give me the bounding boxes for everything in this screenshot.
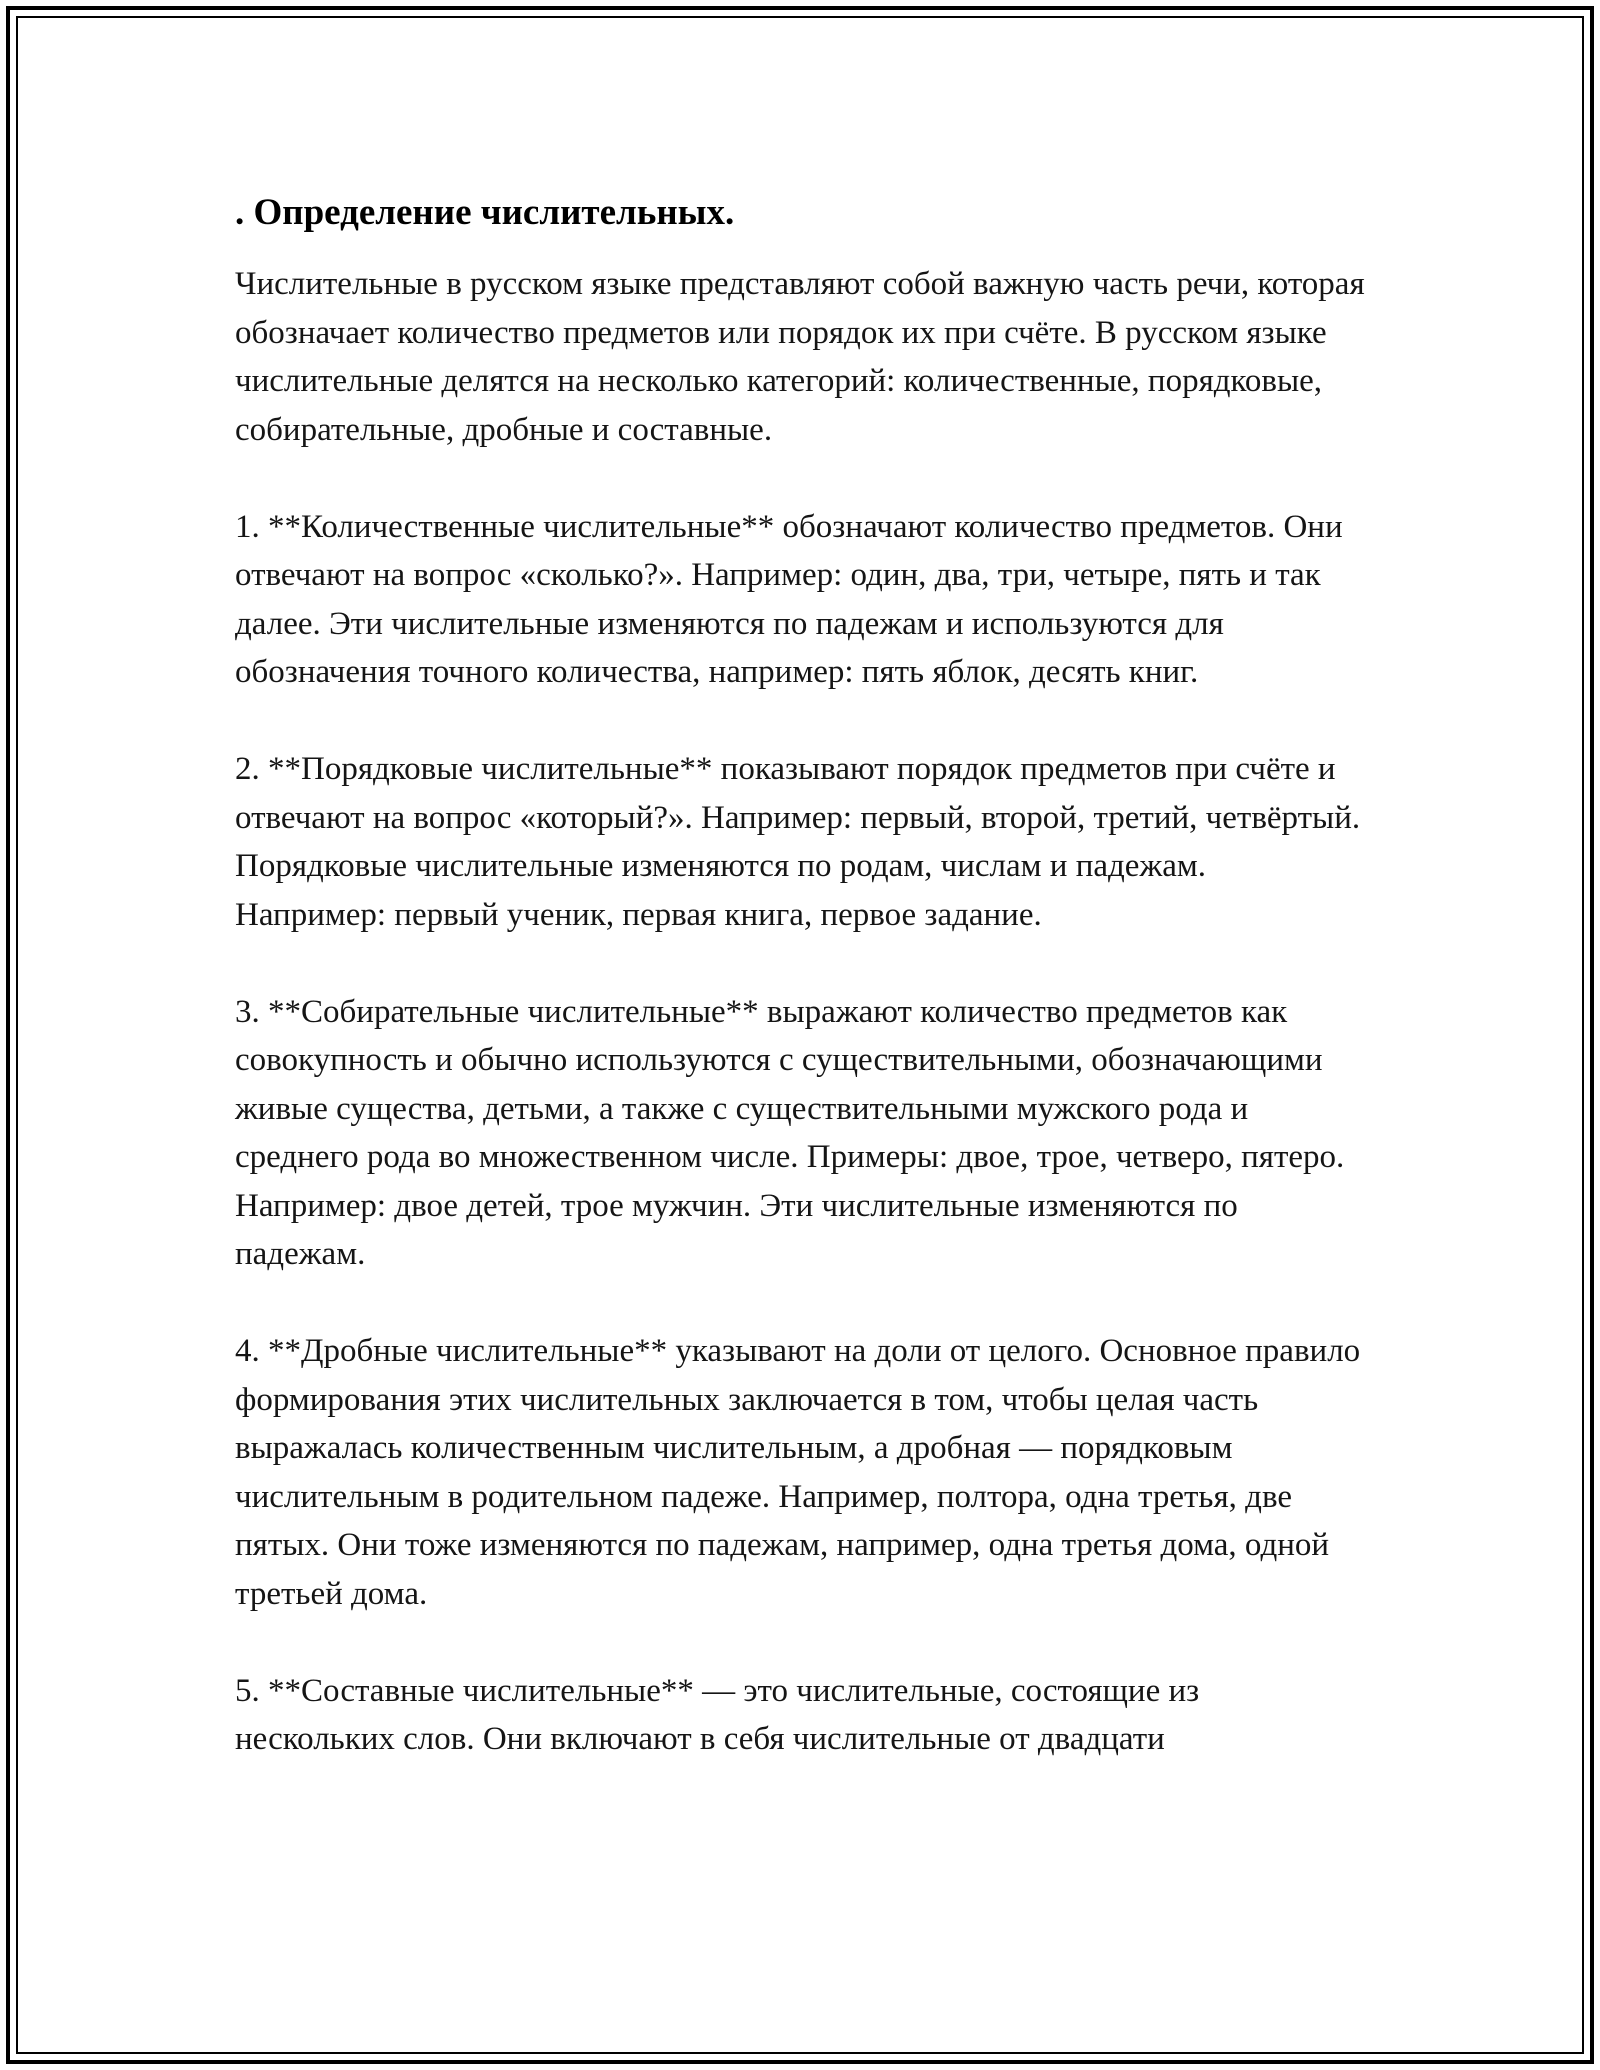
paragraph-fractional: 4. **Дробные числительные** указывают на доли от целого. Основное правило формирования этих числительных заключается в том, чтобы целая часть выражалась количественным числительным, а дробная — порядковым числительным в родительном падеже. Например, полтора, одна третья, две пятых. Они тоже изменяются по падежам, например, одна третья дома, одной третьей дома.	[235, 1333, 1361, 1612]
paragraph-intro: Числительные в русском языке представляют собой важную часть речи, которая обозначает количество предметов или порядок их при счёте. В русском языке числительные делятся на несколько категорий: количественные, порядковые, собирательные, дробные и составные.	[235, 266, 1365, 448]
paragraph-ordinal: 2. **Порядковые числительные** показывают порядок предметов при счёте и отвечают на вопрос «который?». Например: первый, второй, третий, четвёртый. Порядковые числительные изменяются по родам, числам и падежам. Например: первый ученик, первая книга, первое задание.	[235, 751, 1361, 933]
document-title: . Определение числительных.	[235, 192, 735, 233]
paragraph-cardinal: 1. **Количественные числительные** обозначают количество предметов. Они отвечают на вопрос «сколько?». Например: один, два, три, четыре, пять и так далее. Эти числительные изменяются по падежам и используются для обозначения точного количества, например: пять яблок, десять книг.	[235, 508, 1343, 690]
paragraph-collective: 3. **Собирательные числительные** выражают количество предметов как совокупность и обычно используются с существительными, обозначающими живые существа, детьми, а также с существительными мужского рода и среднего рода во множественном числе. Примеры: двое, трое, четверо, пятеро. Например: двое детей, трое мужчин. Эти числительные изменяются по падежам.	[235, 993, 1345, 1272]
paragraph-compound: 5. **Составные числительные** — это числительные, состоящие из нескольких слов. Они включают в себя числительные от двадцати	[235, 1672, 1200, 1757]
document-body	[235, 188, 1365, 1764]
